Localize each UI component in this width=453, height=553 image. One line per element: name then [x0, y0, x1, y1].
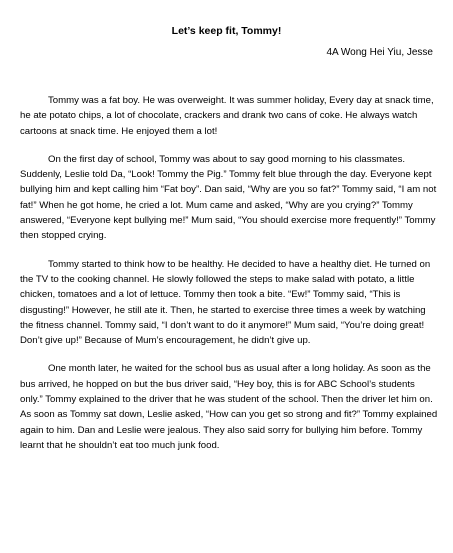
paragraph-4: One month later, he waited for the school bus as usual after a long holiday. As soon as the bus arrived, he hopped on but the bus driver said, “Hey boy, this is for ABC School’s students only.” Tommy explained to the driver that he was student of the school. Then the driver let him on. As soon as Tommy sat down, Leslie asked, “How can you get so strong and fit?” Tommy explained again to him. Dan and Leslie were jealous. They also said sorry for bullying him before. Tommy learnt that he shouldn’t eat too much junk food.: [20, 363, 438, 451]
document-author: 4A Wong Hei Yiu, Jesse: [326, 47, 433, 58]
paragraph-2: On the first day of school, Tommy was about to say good morning to his classmates. Suddenly, Leslie told Da, “Look! Tommy the Pig.” Tommy felt blue through the day. Everyone kept bullying him and kept calling him “Fat boy”. Dan said, “Why are you so fat?” Tommy said, “I am not fat!” When he got home, he cried a lot. Mum came and asked, “Why are you crying?” Tommy answered, “Everyone kept bullying me!” Mum said, “You should exercise more frequently!” Tommy then stopped crying.: [20, 153, 437, 242]
paragraph-1: Tommy was a fat boy. He was overweight. It was summer holiday, Every day at snack time, he ate potato chips, a lot of chocolate, crackers and drank two cans of coke. He always watch cartoons at snack time. He enjoyed them a lot!: [20, 95, 434, 137]
paragraph-3: Tommy started to think how to be healthy. He decided to have a healthy diet. He turned on the TV to the cooking channel. He slowly followed the steps to make salad with potato, a little chicken, tomatoes and a lot of lettuce. Tommy then took a bite. “Ew!” Tommy said, “This is disgusting!” However, he still ate it. Then, he started to exercise three times a week by watching the fitness channel. Tommy said, “I don’t want to do it anymore!” Mum said, “You’re doing great! Don’t give up!” Because of Mum’s encouragement, he didn’t give up.: [20, 258, 431, 347]
document-title: Let’s keep fit, Tommy!: [171, 25, 282, 37]
document-body: [20, 93, 438, 466]
